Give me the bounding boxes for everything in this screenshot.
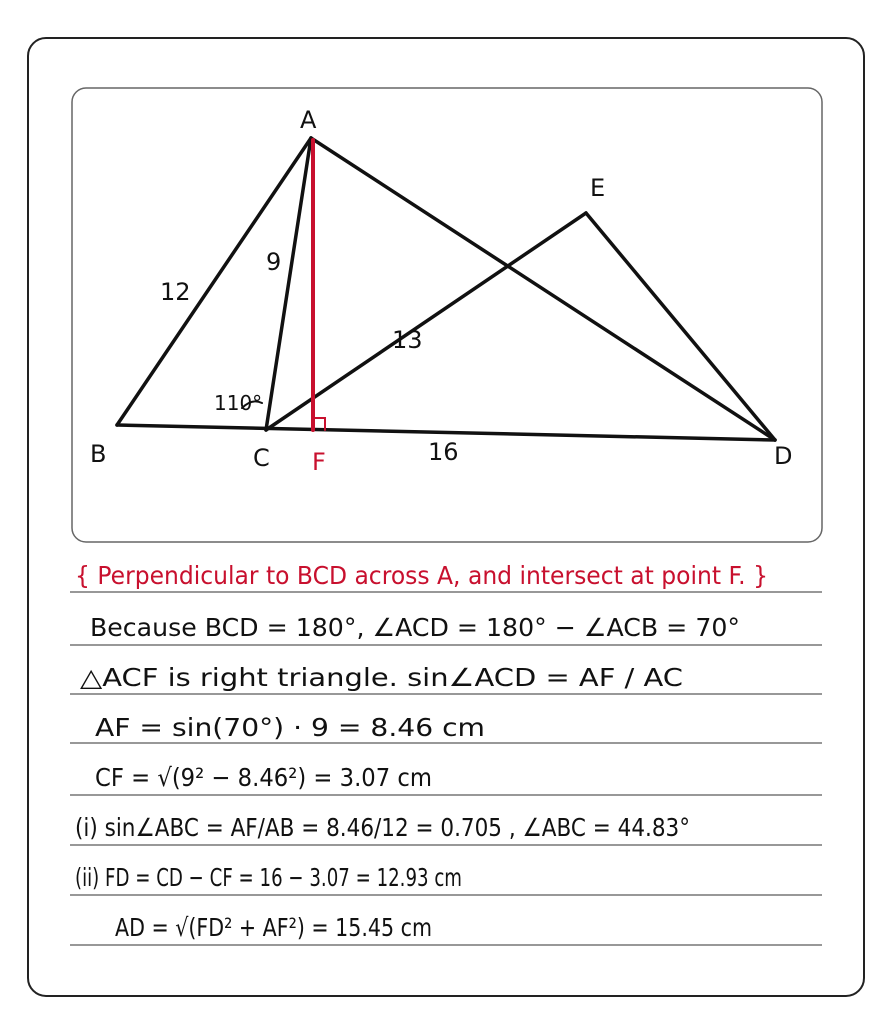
segment-ad xyxy=(311,138,775,440)
outer-frame xyxy=(28,38,864,996)
length-label-ab: 12 xyxy=(160,278,191,306)
point-label-f: F xyxy=(312,448,326,476)
segment-ab xyxy=(117,138,311,425)
length-label-ce: 13 xyxy=(392,326,423,354)
angle-label-acb: 110° xyxy=(214,391,263,415)
segment-ac xyxy=(266,138,311,430)
solution-line-6: (ii) FD = CD − CF = 16 − 3.07 = 12.93 cm xyxy=(75,863,462,892)
length-label-cd: 16 xyxy=(428,438,459,466)
length-label-ac: 9 xyxy=(266,248,282,276)
point-label-b: B xyxy=(90,440,107,468)
solution-line-7: AD = √(FD² + AF²) = 15.45 cm xyxy=(115,913,432,942)
solution-line-1: Because BCD = 180°, ∠ACD = 180° − ∠ACB = 70° xyxy=(90,613,740,642)
point-label-d: D xyxy=(774,442,793,470)
solution-line-5: (i) sin∠ABC = AF/AB = 8.46/12 = 0.705 , ∠ABC = 44.83° xyxy=(75,813,690,842)
construction-note: { Perpendicular to BCD across A, and intersect at point F. } xyxy=(75,561,768,590)
segment-ed xyxy=(586,213,775,440)
solution-line-2: △ACF is right triangle. sin∠ACD = AF / AC xyxy=(80,663,683,692)
solution-line-4: CF = √(9² − 8.46²) = 3.07 cm xyxy=(95,763,432,792)
solution-line-3: AF = sin(70°) · 9 = 8.46 cm xyxy=(95,713,485,742)
point-label-c: C xyxy=(253,444,270,472)
diagram-frame xyxy=(72,88,822,542)
point-label-e: E xyxy=(590,174,606,202)
point-label-a: A xyxy=(300,106,317,134)
